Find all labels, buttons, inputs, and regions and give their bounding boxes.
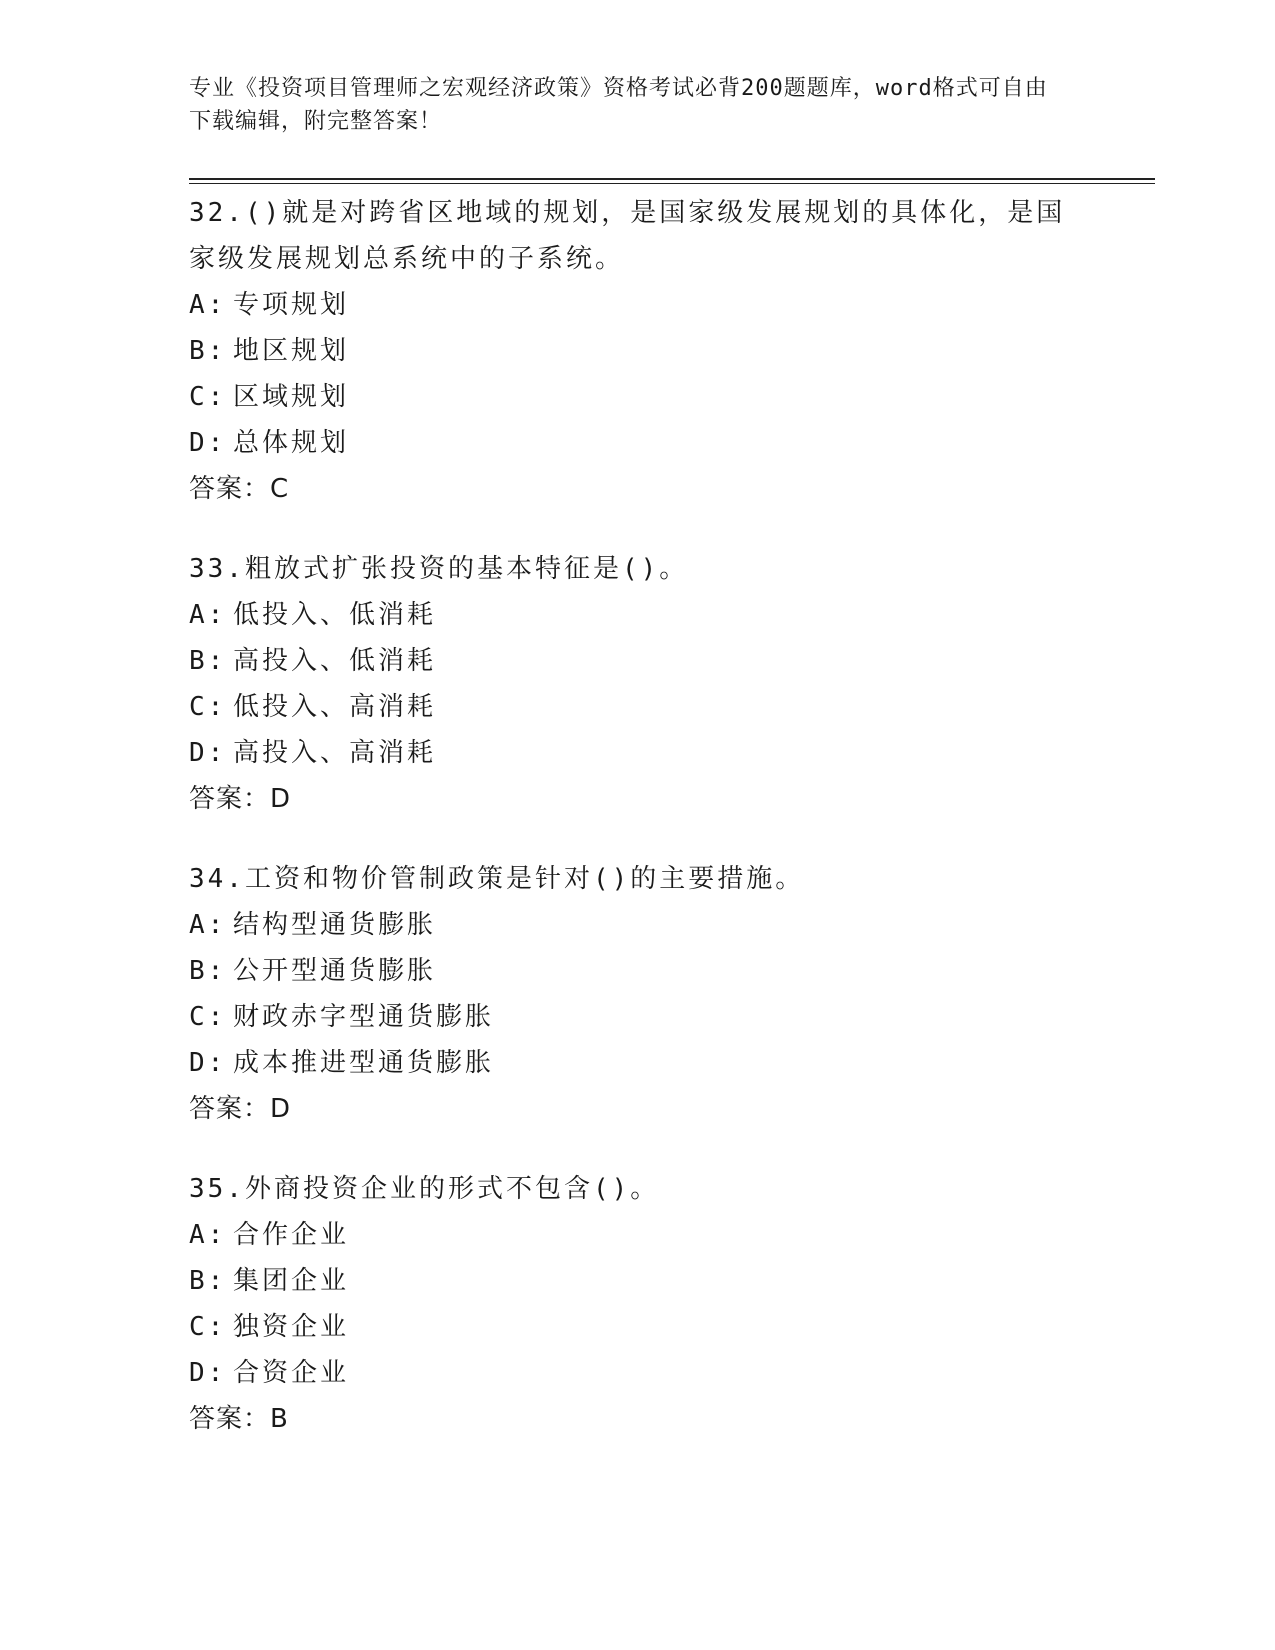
option-letter: C:: [189, 692, 227, 722]
option-text: 低投入、高消耗: [233, 692, 437, 722]
option-text: 成本推进型通货膨胀: [233, 1048, 495, 1078]
question-33: [189, 546, 1089, 822]
option-letter: D:: [189, 738, 227, 768]
option-text: 低投入、低消耗: [233, 600, 437, 630]
document-title: 专业《投资项目管理师之宏观经济政策》资格考试必背200题题库，word格式可自由下载编辑，附完整答案！: [189, 76, 1048, 134]
question-32: [189, 190, 1089, 512]
option-a: [189, 1212, 1089, 1258]
option-text: 总体规划: [233, 428, 350, 458]
option-c: [189, 994, 1089, 1040]
option-letter: A:: [189, 290, 227, 320]
answer-line: 答案：C: [189, 474, 290, 504]
option-letter: C:: [189, 1312, 227, 1342]
option-d: [189, 420, 1089, 466]
option-d: [189, 1040, 1089, 1086]
question-stem: 34.工资和物价管制政策是针对()的主要措施。: [189, 864, 805, 894]
option-letter: B:: [189, 956, 227, 986]
option-c: [189, 1304, 1089, 1350]
answer-line: 答案：D: [189, 1094, 292, 1124]
option-letter: D:: [189, 428, 227, 458]
option-b: [189, 948, 1089, 994]
option-letter: C:: [189, 382, 227, 412]
option-letter: C:: [189, 1002, 227, 1032]
option-c: [189, 684, 1089, 730]
option-a: [189, 592, 1089, 638]
option-text: 合作企业: [233, 1220, 350, 1250]
option-b: [189, 638, 1089, 684]
option-letter: B:: [189, 336, 227, 366]
option-letter: A:: [189, 600, 227, 630]
option-text: 结构型通货膨胀: [233, 910, 437, 940]
question-34: [189, 856, 1089, 1132]
option-text: 地区规划: [233, 336, 350, 366]
option-text: 区域规划: [233, 382, 350, 412]
question-stem: 32.()就是对跨省区地域的规划，是国家级发展规划的具体化，是国家级发展规划总系统中的子系统。: [189, 198, 1066, 274]
option-letter: B:: [189, 1266, 227, 1296]
option-d: [189, 1350, 1089, 1396]
option-a: [189, 282, 1089, 328]
header-divider-top: [189, 178, 1155, 180]
option-d: [189, 730, 1089, 776]
option-text: 合资企业: [233, 1358, 350, 1388]
option-letter: D:: [189, 1358, 227, 1388]
option-text: 财政赤字型通货膨胀: [233, 1002, 495, 1032]
option-letter: A:: [189, 910, 227, 940]
question-35: [189, 1166, 1089, 1442]
option-c: [189, 374, 1089, 420]
option-text: 集团企业: [233, 1266, 350, 1296]
option-text: 高投入、高消耗: [233, 738, 437, 768]
answer-line: 答案：B: [189, 1404, 289, 1434]
option-letter: D:: [189, 1048, 227, 1078]
option-text: 专项规划: [233, 290, 350, 320]
option-letter: A:: [189, 1220, 227, 1250]
option-text: 独资企业: [233, 1312, 350, 1342]
option-text: 高投入、低消耗: [233, 646, 437, 676]
option-b: [189, 328, 1089, 374]
question-stem: 33.粗放式扩张投资的基本特征是()。: [189, 554, 689, 584]
question-list: [189, 190, 1089, 1476]
header-divider-bottom: [189, 183, 1155, 184]
option-letter: B:: [189, 646, 227, 676]
option-b: [189, 1258, 1089, 1304]
question-stem: 35.外商投资企业的形式不包含()。: [189, 1174, 660, 1204]
option-a: [189, 902, 1089, 948]
option-text: 公开型通货膨胀: [233, 956, 437, 986]
answer-line: 答案：D: [189, 784, 292, 814]
